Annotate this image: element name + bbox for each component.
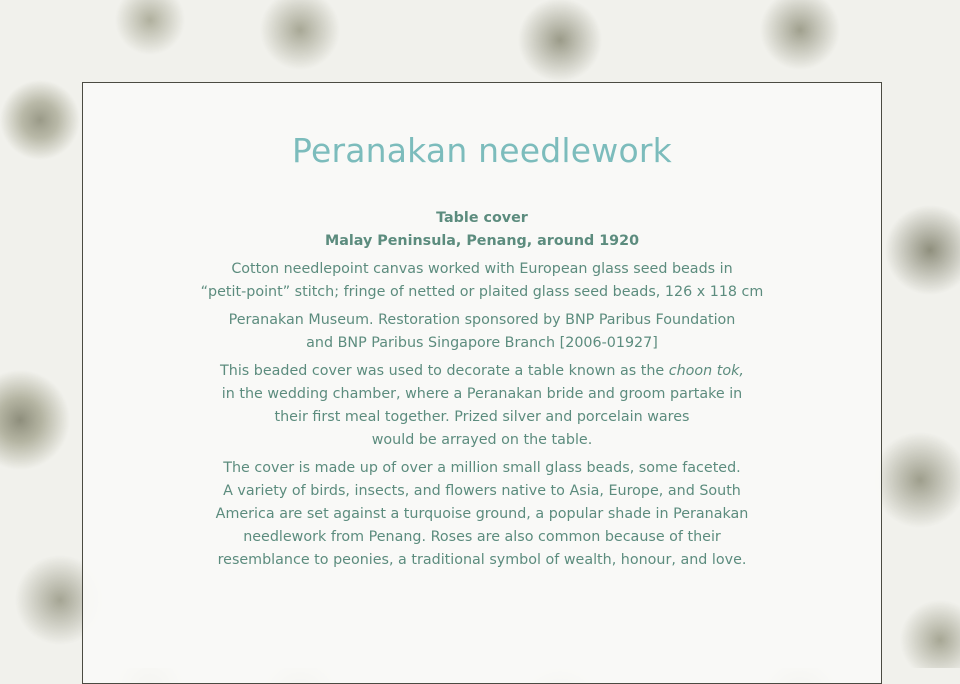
text-segment: This beaded cover was used to decorate a table known as the <box>220 363 669 379</box>
italic-term: choon tok, <box>668 363 744 379</box>
text-line: in the wedding chamber, where a Peranakan bride and groom partake in <box>221 386 743 402</box>
label-panel <box>82 82 882 684</box>
text-line: Peranakan Museum. Restoration sponsored by BNP Paribus Foundation <box>228 312 736 328</box>
description-2 <box>83 457 881 572</box>
text-line: America are set against a turquoise ground, a popular shade in Peranakan <box>215 506 749 522</box>
text-line: and BNP Paribus Singapore Branch [2006-01927] <box>306 335 658 351</box>
text-line <box>83 360 881 383</box>
credit <box>83 309 881 355</box>
text-line: would be arrayed on the table. <box>371 432 593 448</box>
text-line: The cover is made up of over a million small glass beads, some faceted. <box>223 460 741 476</box>
text-line: “petit-point” stitch; fringe of netted or plaited glass seed beads, 126 x 118 cm <box>200 284 764 300</box>
label-body <box>83 207 881 577</box>
object-origin: Malay Peninsula, Penang, around 1920 <box>324 233 640 249</box>
text-line: needlework from Penang. Roses are also common because of their <box>243 529 721 545</box>
text-line: their first meal together. Prized silver and porcelain wares <box>274 409 690 425</box>
text-line: Cotton needlepoint canvas worked with European glass seed beads in <box>231 261 733 277</box>
description-1 <box>83 360 881 452</box>
page-title: Peranakan needlework <box>292 131 672 170</box>
text-line: resemblance to peonies, a traditional symbol of wealth, honour, and love. <box>217 552 747 568</box>
text-line: A variety of birds, insects, and flowers native to Asia, Europe, and South <box>223 483 741 499</box>
materials <box>83 258 881 304</box>
object-heading <box>83 207 881 253</box>
object-name: Table cover <box>436 210 528 226</box>
